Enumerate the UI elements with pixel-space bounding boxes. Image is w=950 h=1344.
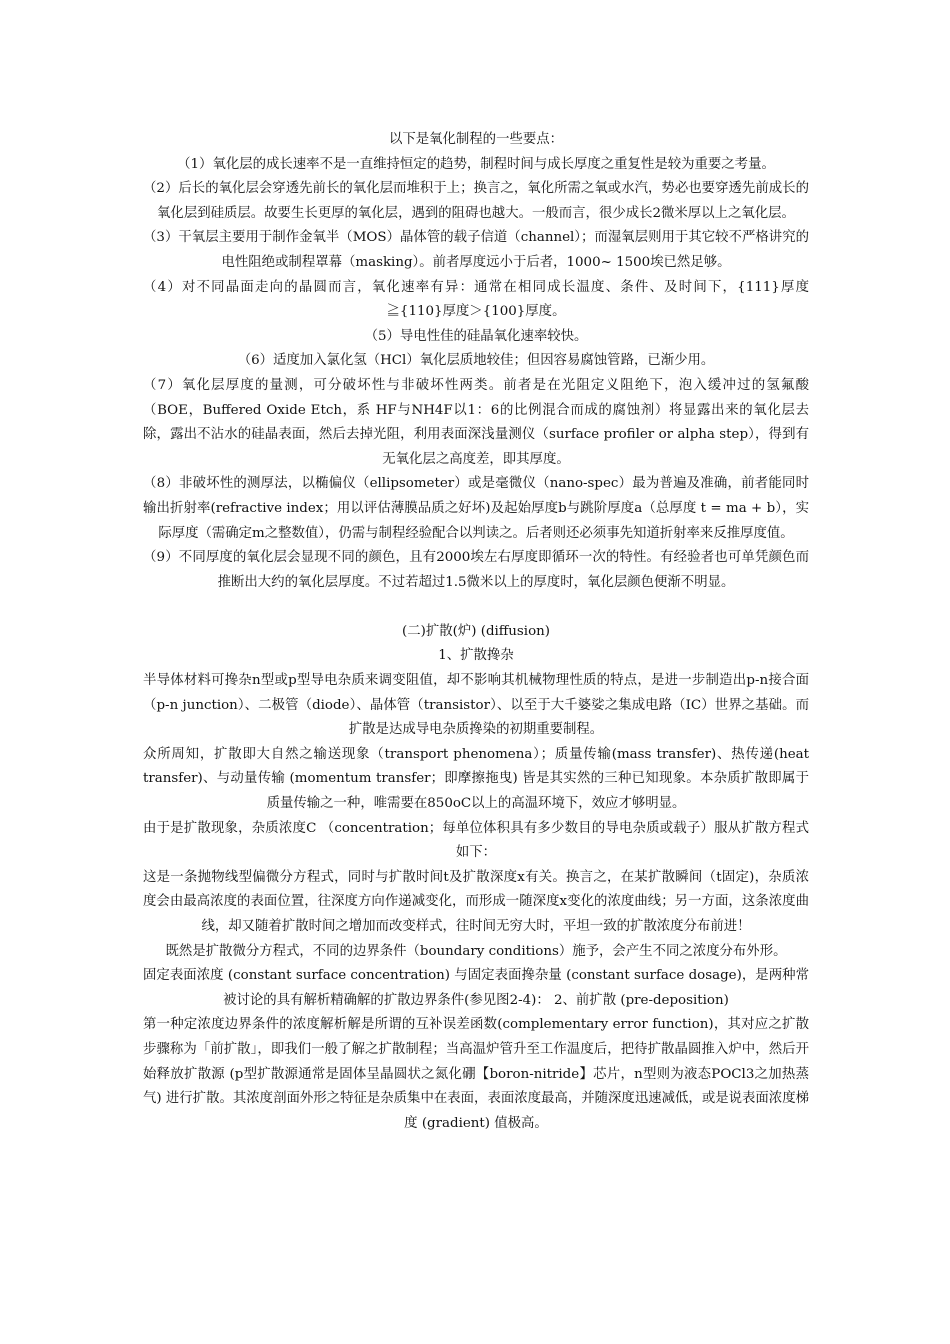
oxidation-point-6: （6）适度加入氯化氢（HCl）氧化层质地较佳；但因容易腐蚀管路，已渐少用。 [237,353,715,369]
oxidation-point-7: （7）氧化层厚度的量测，可分破坏性与非破坏性两类。前者是在光阻定义阻绝下，泡入缓冲过的氢氟酸（BOE，Buffered Oxide Etch，系 HF与NH4F以1：6的比例混合而成的腐蚀剂）将显露出来的氧化层去除，露出不沾水的硅晶表面，然后去掉光阻，利用表面深浅量测仪（surface profiler or alpha step），得到有无氧化层之高度差，即其厚度。 [143,377,809,467]
intro-line: 以下是氧化制程的一些要点： [388,132,564,147]
diffusion-paragraph-3: 由于是扩散现象，杂质浓度C （concentration；每单位体积具有多少数目的导电杂质或载子）服从扩散方程式如下： [143,820,809,861]
oxidation-point-4: （4）对不同晶面走向的晶圆而言，氧化速率有异：通常在相同成长温度、条件、及时间下，{111}厚度≧{110}厚度＞{100}厚度。 [143,279,809,320]
subsection-title: 1、扩散搀杂 [438,648,514,664]
oxidation-point-9: （9）不同厚度的氧化层会显现不同的颜色，且有2000埃左右厚度即循环一次的特性。有经验者也可单凭颜色而推断出大约的氧化层厚度。不过若超过1.5微米以上的厚度时，氧化层颜色便渐不明显。 [143,550,809,590]
section-spacer [143,595,809,620]
oxidation-point-2: （2）后长的氧化层会穿透先前长的氧化层而堆积于上；换言之，氧化所需之氧或水汽，势必也要穿透先前成长的氧化层到硅质层。故要生长更厚的氧化层，遇到的阻碍也越大。一般而言，很少成长2微米厚以上之氧化层。 [143,181,809,221]
oxidation-point-3: （3）干氧层主要用于制作金氧半（MOS）晶体管的载子信道（channel）；而湿氧层则用于其它较不严格讲究的电性阻绝或制程罩幕（masking）。前者厚度远小于后者，1000~ 1500埃已然足够。 [143,230,809,270]
diffusion-paragraph-5: 既然是扩散微分方程式，不同的边界条件（boundary conditions）施予，会产生不同之浓度分布外形。 [165,943,787,959]
document-body [143,128,809,1136]
diffusion-paragraph-4: 这是一条抛物线型偏微分方程式，同时与扩散时间t及扩散深度x有关。换言之，在某扩散瞬间（t固定)，杂质浓度会由最高浓度的表面位置，往深度方向作递减变化，而形成一随深度x变化的浓度曲线；另一方面，这条浓度曲线，却又随着扩散时间之增加而改变样式，往时间无穷大时，平坦一致的扩散浓度分布前进！ [143,869,809,934]
oxidation-point-8: （8）非破坏性的测厚法，以椭偏仪（ellipsometer）或是毫微仪（nano-spec）最为普遍及准确，前者能同时输出折射率(refractive index；用以评估薄膜品质之好坏)及起始厚度b与跳阶厚度a（总厚度 t = ma + b），实际厚度（需确定m之整数值），仍需与制程经验配合以判读之。后者则还必须事先知道折射率来反推厚度值。 [143,476,809,541]
oxidation-point-5: （5）导电性佳的硅晶氧化速率较快。 [364,328,588,344]
oxidation-point-1: （1）氧化层的成长速率不是一直维持恒定的趋势，制程时间与成长厚度之重复性是较为重要之考量。 [177,156,775,172]
diffusion-paragraph-1: 半导体材料可搀杂n型或p型导电杂质来调变阻值，却不影响其机械物理性质的特点，是进一步制造出p-n接合面（p-n junction）、二极管（diode）、晶体管（transistor）、以至于大千婆娑之集成电路（IC）世界之基础。而扩散是达成导电杂质搀染的初期重要制程。 [143,673,809,738]
diffusion-paragraph-7: 第一种定浓度边界条件的浓度解析解是所谓的互补误差函数(complementary error function)，其对应之扩散步骤称为「前扩散」，即我们一般了解之扩散制程；当高温炉管升至工作温度后，把待扩散晶圆推入炉中，然后开始释放扩散源 (p型扩散源通常是固体呈晶圆状之氮化硼【boron-nitride】芯片，n型则为液态POCl3之加热蒸气) 进行扩散。其浓度剖面外形之特征是杂质集中在表面，表面浓度最高，并随深度迅速减低，或是说表面浓度梯度 (gradient) 值极高。 [143,1017,809,1131]
section-title: (二)扩散(炉) (diffusion) [402,623,550,639]
diffusion-paragraph-2: 众所周知，扩散即大自然之输送现象（transport phenomena）；质量传输(mass transfer)、热传递(heat transfer)、与动量传输 (momentum transfer；即摩擦拖曳) 皆是其实然的三种已知现象。本杂质扩散即属于质量传输之一种，唯需要在850oC以上的高温环境下，效应才够明显。 [143,746,809,812]
diffusion-paragraph-6: 固定表面浓度 (constant surface concentration) 与固定表面搀杂量 (constant surface dosage)，是两种常被讨论的具有解析精确解的扩散边界条件(参见图2-4)： 2、前扩散 (pre-deposition) [143,968,809,1008]
